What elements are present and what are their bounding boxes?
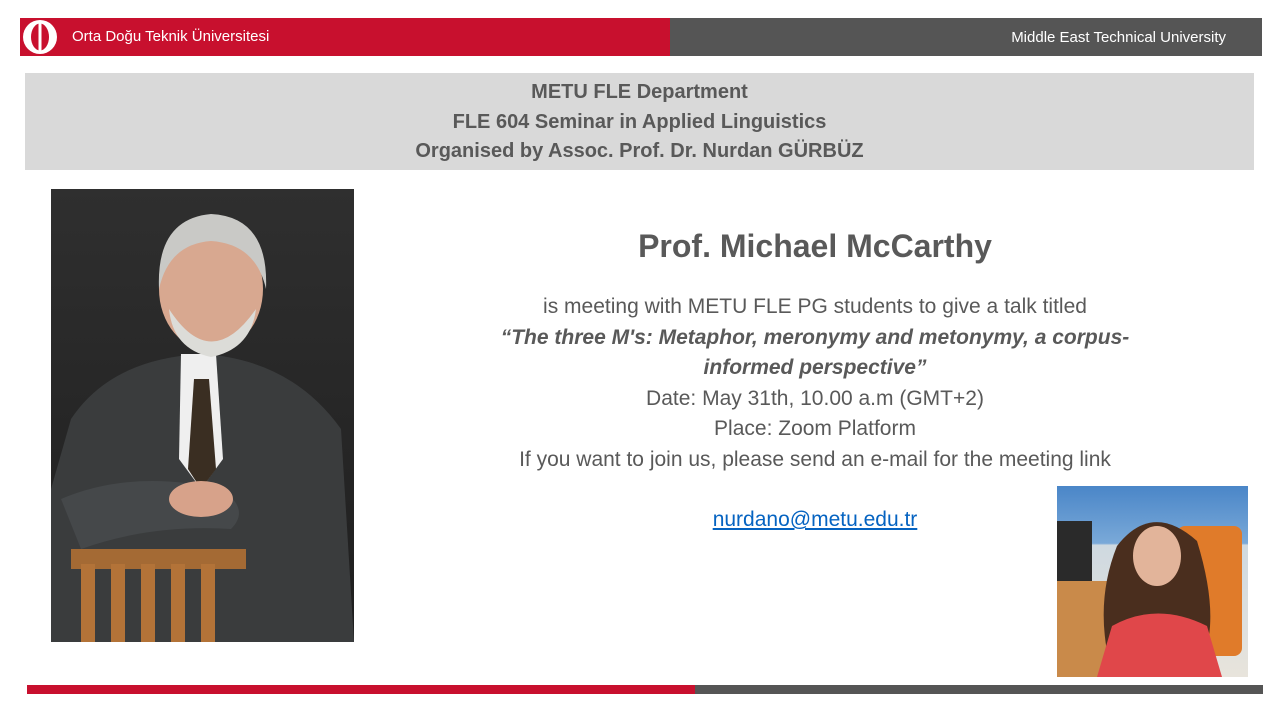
footer-red-bar bbox=[27, 685, 695, 694]
metu-logo-icon bbox=[22, 19, 58, 55]
seminar-info-box bbox=[25, 73, 1254, 170]
intro-text: is meeting with METU FLE PG students to give a talk titled bbox=[543, 295, 1087, 318]
portrait-of-organiser bbox=[1057, 486, 1248, 677]
talk-title-line-1: “The three M's: Metaphor, meronymy and metonymy, a corpus- bbox=[500, 325, 1130, 349]
footer-gray-bar bbox=[695, 685, 1263, 694]
join-text: If you want to join us, please send an e-mail for the meeting link bbox=[519, 447, 1111, 471]
talk-title-line-2: informed perspective” bbox=[703, 356, 927, 379]
place-text: Place: Zoom Platform bbox=[714, 417, 916, 440]
organiser-line: Organised by Assoc. Prof. Dr. Nurdan GÜRBÜZ bbox=[415, 140, 864, 162]
university-name-turkish: Orta Doğu Teknik Üniversitesi bbox=[72, 28, 270, 45]
date-text: Date: May 31th, 10.00 a.m (GMT+2) bbox=[646, 386, 984, 410]
speaker-photo bbox=[51, 189, 354, 642]
seminar-line: FLE 604 Seminar in Applied Linguistics bbox=[452, 110, 827, 133]
email-link[interactable]: nurdano@metu.edu.tr bbox=[712, 508, 918, 531]
university-name-english: Middle East Technical University bbox=[1011, 29, 1226, 46]
header-bar bbox=[20, 18, 1262, 56]
speaker-name: Prof. Michael McCarthy bbox=[638, 228, 992, 264]
organiser-photo bbox=[1057, 486, 1248, 677]
portrait-of-speaker bbox=[51, 189, 354, 642]
department-line: METU FLE Department bbox=[531, 81, 748, 103]
